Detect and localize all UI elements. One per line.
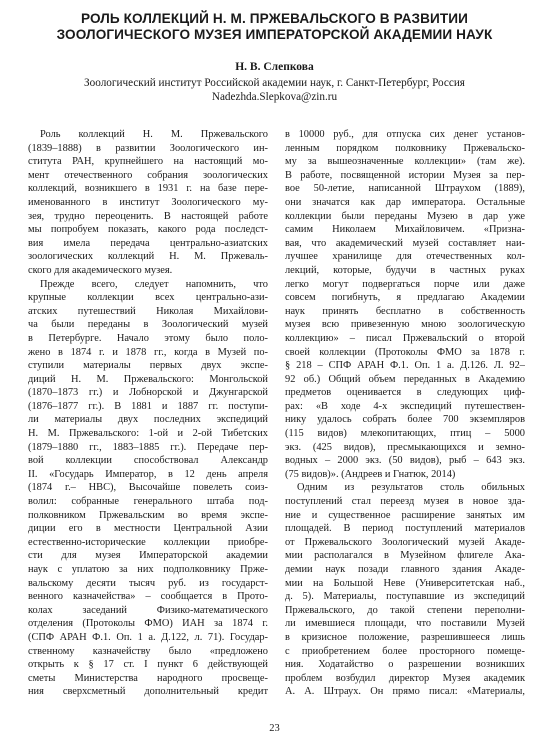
text-line: В работе, посвященной истории Музея за пер- (285, 169, 525, 181)
text-line: самим Николаем Михайловичем. «Призна- (285, 224, 525, 236)
text-line: наук принять бесплатно в собственность (285, 305, 525, 317)
text-line: А. А. Штраух. Он прямо писал: «Материалы, (285, 686, 525, 698)
text-line: крупные коллекции всех центрально-ази- (28, 292, 268, 304)
text-line: волил: собранные генерального штаба под- (28, 496, 268, 508)
text-line: Н. М. Пржевальского: 1-ой и 2-ой Тибетских (28, 428, 268, 440)
text-line: му за вышеозначенные коллекции» (там же). (285, 156, 525, 168)
affiliation-email: Nadezhda.Slepkova@zin.ru (211, 91, 338, 103)
text-line: (1870–1873 гг.) и Лобнорской и Джунгарской (28, 387, 268, 399)
text-line: § 218 – СПФ АРАН Ф.1. Оп. 1 а. Д.126. Л. 92– (285, 360, 525, 372)
text-line: открыть к § 17 ст. I пункт 6 действующей (28, 659, 268, 671)
text-line: естественно-исторические коллекции приобре- (28, 536, 268, 548)
title-line-2: ЗООЛОГИЧЕСКОГО МУЗЕЯ ИМПЕРАТОРСКОЙ АКАДЕМИИ НАУК (56, 27, 493, 42)
text-line: (1876–1877 гг.). В 1881 и 1887 гг. поступи- (28, 400, 268, 412)
page-number: 23 (269, 723, 280, 734)
text-line: отделения (Протоколы ФМО) ИАН за 1874 г. (28, 618, 268, 630)
text-line: сметы Министерства народного просвеще- (28, 672, 268, 684)
text-line: своей коллекции (Протоколы ФМО за 1878 г. (285, 346, 525, 358)
text-line: мент отечественного собрания зоологических (28, 169, 268, 181)
text-line: Пржевальского, до такой степени переполни- (285, 604, 525, 616)
text-line: вая, что академический музей составляет наи- (285, 237, 525, 249)
text-line: (75 видов)». (Андреев и Гнатюк, 2014) (285, 468, 456, 480)
title-line-1: РОЛЬ КОЛЛЕКЦИЙ Н. М. ПРЖЕВАЛЬСКОГО В РАЗВИТИИ (80, 11, 469, 26)
text-line: ли имевшиеся площади, что поставили Музей (285, 618, 525, 630)
text-line: мии на Большой Неве (Университетская наб., (285, 577, 525, 589)
text-line: вое 50-летие, написанной Штраухом (1889), (285, 183, 525, 195)
text-line: лучшее хранилище для отечественных кол- (285, 251, 525, 263)
text-line: экз. (425 видов), пресмыкающихся и земно- (285, 441, 525, 453)
text-line: ститута РАН, крупнейшего на настоящий мо- (28, 156, 268, 168)
text-line: сти для музея Императорской академии (28, 550, 268, 562)
text-line: мы попробуем показать, какого рода последст- (28, 224, 268, 236)
text-line: в Петербурге. Начало этому было поло- (28, 332, 268, 344)
affiliation (0, 76, 549, 104)
text-line: лекций, которые, будучи в частных руках (285, 264, 525, 276)
left-column (28, 128, 268, 699)
text-line: ственному казначейству было «предложено (28, 645, 268, 657)
text-line: коллекции были переданы Музею в дар уже (285, 210, 525, 222)
text-line: именованного в институт Зоологического му- (28, 196, 268, 208)
text-line: в 10000 руб., для отпуска сих денег установ- (285, 129, 525, 140)
text-line: (1874 г.– НВС), Высочайше повелеть соиз- (28, 482, 268, 494)
text-line: демии наук позади главного здания Акаде- (285, 564, 525, 575)
text-line: венного казначейства» – сообщается в Прото- (28, 591, 268, 603)
author-name: Н. В. Слепкова (235, 61, 314, 73)
text-line: (1839–1888) в развитии Зоологического ин- (28, 142, 268, 154)
text-line: зоологических коллекций Н. М. Пржеваль- (28, 251, 268, 263)
text-line: наук с уплатою за них подполковнику Прже- (28, 564, 268, 575)
text-line: в кризисное положение, разрешившееся лишь (285, 631, 525, 643)
text-line: рах: «В ходе 4-х экспедиций путешествен- (285, 400, 525, 412)
text-line: II. «Государь Император, в 12 день апреля (28, 468, 268, 480)
text-line: полковником Пржевальским во время экспе- (28, 509, 268, 521)
text-line: Роль коллекций Н. М. Пржевальского (40, 129, 268, 140)
text-line: они значатся как дар императора. Остальные (285, 196, 525, 208)
text-line: вой коллекции способствовал Александр (28, 455, 268, 467)
text-line: жено в 1874 г. и 1878 гг., когда в Музей по- (28, 346, 268, 358)
article-title (24, 11, 525, 43)
text-line: ния. Ходатайство о разрешении возникших (285, 659, 525, 671)
text-line: (СПФ АРАН Ф.1. Оп. 1 а. Д.122, л. 71). Государ- (28, 631, 268, 643)
text-line: ния сверхсметный дополнительный кредит (28, 686, 268, 698)
affiliation-institute: Зоологический институт Российской академии наук, г. Санкт-Петербург, Россия (84, 77, 465, 89)
text-line: легко могут подвергаться порче или даже (285, 278, 525, 290)
text-line: д. 5). Материалы, поступавшие из экспедиций (285, 591, 525, 603)
text-line: атских путешествий Николая Михайлови- (28, 305, 268, 317)
text-line: колах заседаний Физико-математического (28, 604, 268, 616)
text-line: зея, трудно переоценить. В настоящей работе (28, 210, 268, 222)
text-line: Одним из результатов столь обильных (297, 482, 525, 494)
text-line: диций Н. М. Пржевальского: Монгольской (28, 373, 268, 385)
text-line: музея всю привезенную мною зоологическую (285, 319, 525, 331)
text-line: Прежде всего, следует напомнить, что (40, 278, 268, 290)
text-line: вия имела передача центрально-азиатских (28, 237, 268, 249)
right-column (285, 128, 525, 699)
text-line: (1879–1880 гг., 1883–1885 гг.). Передаче пер- (28, 441, 268, 453)
text-line: площадей. В период поступлений материалов (285, 523, 525, 535)
text-line: 92 об.) Общий объем переданных в Академию (285, 373, 525, 385)
text-line: с приобретением более просторного помеще- (285, 645, 525, 657)
text-line: диции его в местности Центральной Азии (28, 523, 268, 535)
text-line: предметов оценивается в следующих циф- (285, 387, 525, 399)
text-line: ленным порядком полковнику Пржевальско- (285, 142, 525, 154)
text-line: ча были переданы в Зоологический музей (28, 319, 268, 331)
text-line: коллекций, возникшего в 1931 г. на базе пере- (28, 183, 268, 195)
text-line: ступили материалы первых двух экспе- (28, 360, 268, 372)
text-line: ского для академического музея. (28, 264, 173, 276)
text-line: от Пржевальского Зоологический музей Акаде- (285, 536, 525, 548)
text-line: совсем погибнуть, я предлагаю Академии (285, 292, 525, 304)
text-line: ли материалы двух последних экспедиций (28, 414, 268, 426)
text-line: вальскому десяти тысяч руб. из государст- (28, 577, 268, 589)
text-line: нику удалось собрать более 700 экземпляров (285, 414, 525, 426)
text-line: коллекцию» – писал Пржевальский о второй (285, 332, 525, 344)
text-line: проблем возбудил директор Музея академик (285, 672, 525, 684)
text-line: мии располагался в Музейном флигеле Ака- (285, 550, 525, 562)
text-line: поступлений стал переезд музея в новое зда- (285, 496, 525, 508)
text-line: ние и существенное расширение занятых им (285, 509, 525, 521)
text-line: водных – 2000 экз. (50 видов), рыб – 643 экз. (285, 455, 525, 467)
text-line: (115 видов) млекопитающих, птиц – 5000 (285, 428, 525, 440)
